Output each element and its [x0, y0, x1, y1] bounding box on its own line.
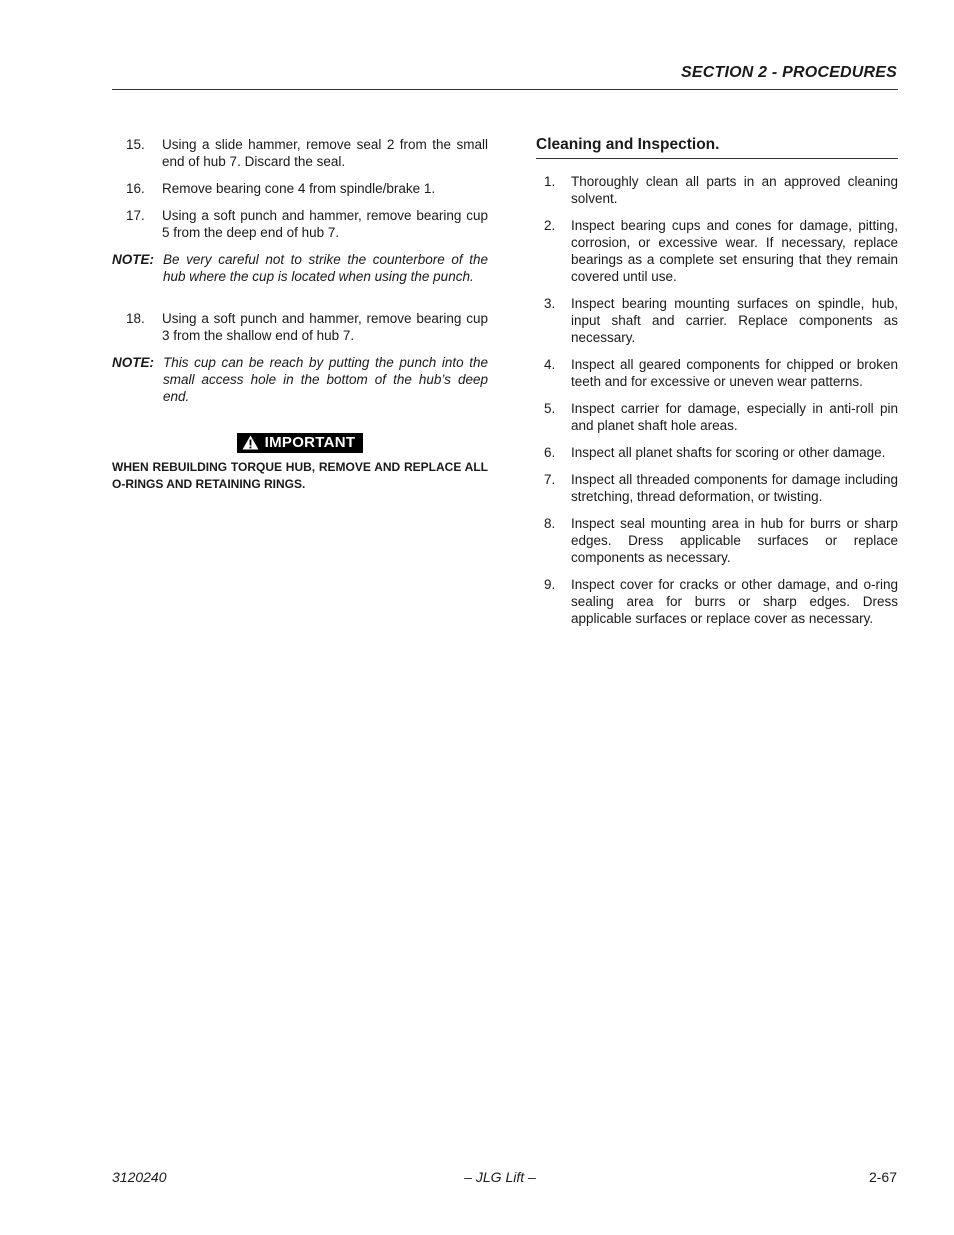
note-counterbore: [112, 251, 488, 285]
step-text: Remove bearing cone 4 from spindle/brake 1.: [162, 181, 436, 196]
inspection-step-1: [536, 173, 898, 207]
step-number: 16.: [126, 181, 145, 196]
inspection-step-9: [536, 576, 898, 627]
cleaning-inspection-heading: Cleaning and Inspection.: [536, 136, 898, 159]
step-text: Inspect carrier for damage, especially in anti-roll pin and planet shaft hole areas.: [571, 401, 898, 433]
step-number: 9.: [544, 577, 556, 592]
footer-doc-number: 3120240: [112, 1169, 167, 1185]
step-text: Inspect cover for cracks or other damage, and o-ring sealing area for burrs or sharp edges. Dress applicable surfaces or replace cover as necessary.: [571, 577, 898, 626]
step-text: Using a soft punch and hammer, remove bearing cup 5 from the deep end of hub 7.: [162, 208, 488, 240]
spacer: [112, 295, 488, 310]
inspection-step-4: [536, 356, 898, 390]
step-16: [112, 180, 488, 197]
footer-page-number: 2-67: [868, 1169, 897, 1185]
step-text: Inspect bearing mounting surfaces on spindle, hub, input shaft and carrier. Replace components as necessary.: [571, 296, 898, 345]
important-text: WHEN REBUILDING TORQUE HUB, REMOVE AND REPLACE ALL O-RINGS AND RETAINING RINGS.: [112, 460, 488, 491]
section-title: SECTION 2 - PROCEDURES: [681, 64, 897, 81]
header-divider: [112, 89, 898, 90]
step-text: Using a slide hammer, remove seal 2 from the small end of hub 7. Discard the seal.: [162, 137, 488, 169]
note-label: NOTE:: [112, 252, 154, 267]
right-column: [536, 136, 898, 637]
inspection-step-6: [536, 444, 898, 461]
step-text: Inspect all threaded components for damage including stretching, thread deformation, or twisting.: [571, 472, 898, 504]
step-number: 4.: [544, 357, 556, 372]
step-number: 6.: [544, 445, 556, 460]
step-text: Inspect bearing cups and cones for damage, pitting, corrosion, or excessive wear. If necessary, replace bearings as a complete set ensuring that they remain covered until use.: [571, 218, 898, 284]
step-number: 7.: [544, 472, 556, 487]
note-access-hole: [112, 354, 488, 405]
step-text: Inspect all planet shafts for scoring or other damage.: [571, 445, 886, 460]
warning-triangle-icon: [242, 435, 259, 450]
step-number: 1.: [544, 174, 556, 189]
important-badge: [237, 433, 364, 453]
step-number: 15.: [126, 137, 145, 152]
step-number: 18.: [126, 311, 145, 326]
footer-publisher: – JLG Lift –: [464, 1169, 536, 1185]
step-18: [112, 310, 488, 344]
step-number: 17.: [126, 208, 145, 223]
step-text: Inspect seal mounting area in hub for burrs or sharp edges. Dress applicable surfaces or replace components as necessary.: [571, 516, 898, 565]
step-number: 2.: [544, 218, 556, 233]
note-text: This cup can be reach by putting the punch into the small access hole in the bottom of the hub’s deep end.: [163, 355, 488, 404]
inspection-step-8: [536, 515, 898, 566]
inspection-step-3: [536, 295, 898, 346]
step-text: Thoroughly clean all parts in an approved cleaning solvent.: [571, 174, 898, 206]
step-text: Using a soft punch and hammer, remove bearing cup 3 from the shallow end of hub 7.: [162, 311, 488, 343]
step-15: [112, 136, 488, 170]
step-number: 5.: [544, 401, 556, 416]
important-label: IMPORTANT: [264, 434, 356, 451]
step-17: [112, 207, 488, 241]
left-column: [112, 136, 488, 493]
step-number: 8.: [544, 516, 556, 531]
step-text: Inspect all geared components for chipped or broken teeth and for excessive or uneven wear patterns.: [571, 357, 898, 389]
inspection-step-7: [536, 471, 898, 505]
note-text: Be very careful not to strike the counterbore of the hub where the cup is located when using the punch.: [163, 252, 488, 284]
note-label: NOTE:: [112, 355, 154, 370]
inspection-step-2: [536, 217, 898, 285]
important-callout: [112, 433, 488, 453]
inspection-step-5: [536, 400, 898, 434]
step-number: 3.: [544, 296, 556, 311]
